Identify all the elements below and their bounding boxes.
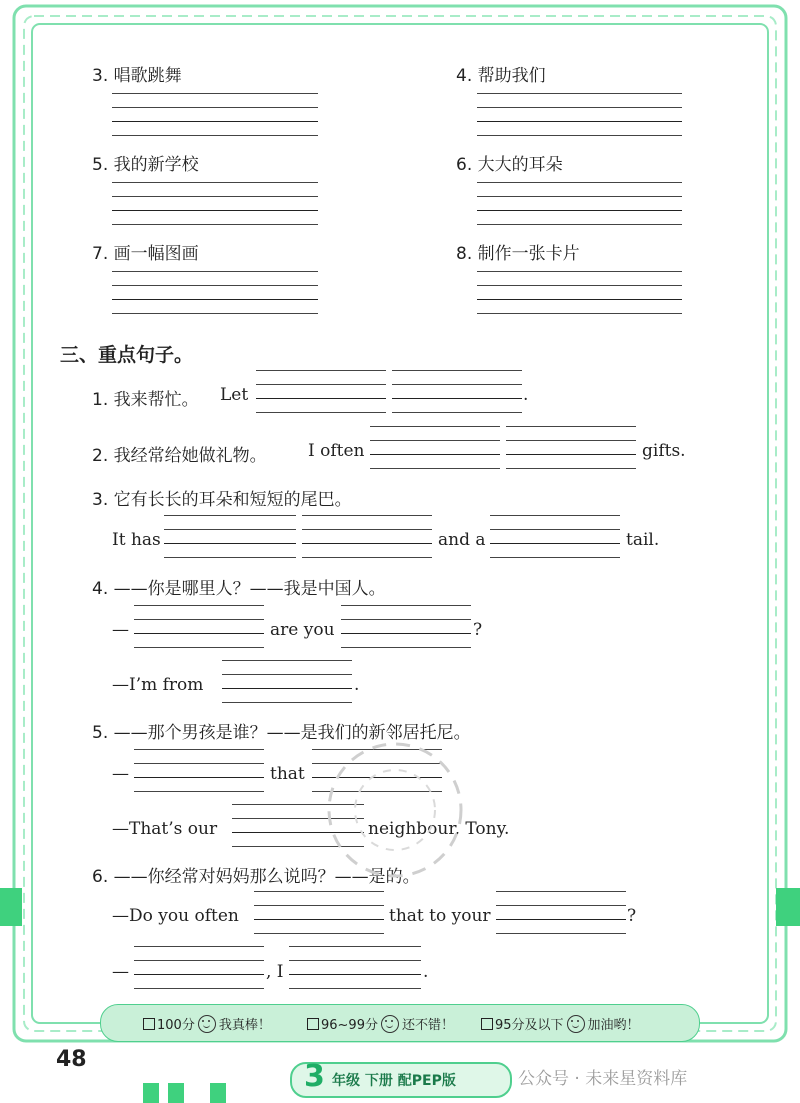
stamp-watermark <box>310 725 480 895</box>
bottom-tab-1 <box>143 1083 159 1103</box>
s5-dash: — <box>112 764 129 784</box>
s1-chinese: 1. 我来帮忙。 <box>92 390 199 410</box>
s3-c: tail. <box>626 530 660 550</box>
watermark-text: 公众号 · 未来星资料库 <box>518 1069 688 1089</box>
s3-a: It has <box>112 530 161 550</box>
vocab-item-7: 7. 画一幅图画 <box>92 244 199 264</box>
left-side-tab <box>0 888 22 926</box>
s4-chinese: 4. ——你是哪里人？——我是中国人。 <box>92 579 386 599</box>
s3-b: and a <box>438 530 486 550</box>
s6-chinese: 6. ——你经常对妈妈那么说吗？——是的。 <box>92 867 420 887</box>
s2-end: gifts. <box>642 441 686 461</box>
checkbox-icon[interactable] <box>143 1018 155 1030</box>
smiley-face-icon <box>567 1015 585 1033</box>
s6-mid: that to your <box>389 906 491 926</box>
page-number: 48 <box>56 1047 87 1072</box>
s2-chinese: 2. 我经常给她做礼物。 <box>92 446 267 466</box>
checkbox-icon[interactable] <box>481 1018 493 1030</box>
s6-dash: — <box>112 962 129 982</box>
right-side-tab <box>776 888 800 926</box>
vocab-item-8: 8. 制作一张卡片 <box>456 244 580 264</box>
s4-q: ? <box>473 620 483 640</box>
s2-en: I often <box>308 441 365 461</box>
score-option-95-below[interactable]: 95分及以下 加油哟！ <box>481 1014 640 1033</box>
s1-en: Let <box>220 385 249 405</box>
s4-dash: — <box>112 620 129 640</box>
vocab-item-5: 5. 我的新学校 <box>92 155 199 175</box>
score-bar <box>100 1004 700 1042</box>
checkbox-icon[interactable] <box>307 1018 319 1030</box>
s4-line2: —I’m from <box>112 675 204 695</box>
score-option-100[interactable]: 100分 我真棒！ <box>143 1014 271 1033</box>
bottom-tab-2 <box>168 1083 184 1103</box>
s6-q: ? <box>627 906 637 926</box>
grade-text: 年级 下册 配PEP版 <box>332 1073 456 1089</box>
s6-line1: —Do you often <box>112 906 239 926</box>
smiley-face-icon <box>198 1015 216 1033</box>
score-option-96-99[interactable]: 96~99分 还不错！ <box>307 1014 454 1033</box>
grade-number: 3 <box>304 1059 325 1094</box>
s5-line2b: neighbour, Tony. <box>368 819 510 839</box>
s6-end: . <box>423 962 429 982</box>
vocab-item-3: 3. 唱歌跳舞 <box>92 66 182 86</box>
s3-chinese: 3. 它有长长的耳朵和短短的尾巴。 <box>92 490 352 510</box>
s5-line2: —That’s our <box>112 819 218 839</box>
s5-chinese: 5. ——那个男孩是谁？——是我们的新邻居托尼。 <box>92 723 471 743</box>
s6-comma: , I <box>266 962 284 982</box>
vocab-item-4: 4. 帮助我们 <box>456 66 546 86</box>
s4-mid: are you <box>270 620 335 640</box>
s4-end: . <box>354 675 360 695</box>
section-title: 三、重点句子。 <box>60 344 194 366</box>
s5-mid: that <box>270 764 305 784</box>
s1-end: . <box>523 385 529 405</box>
smiley-face-icon <box>381 1015 399 1033</box>
grade-badge <box>290 1059 512 1098</box>
vocab-item-6: 6. 大大的耳朵 <box>456 155 563 175</box>
bottom-tab-3 <box>210 1083 226 1103</box>
